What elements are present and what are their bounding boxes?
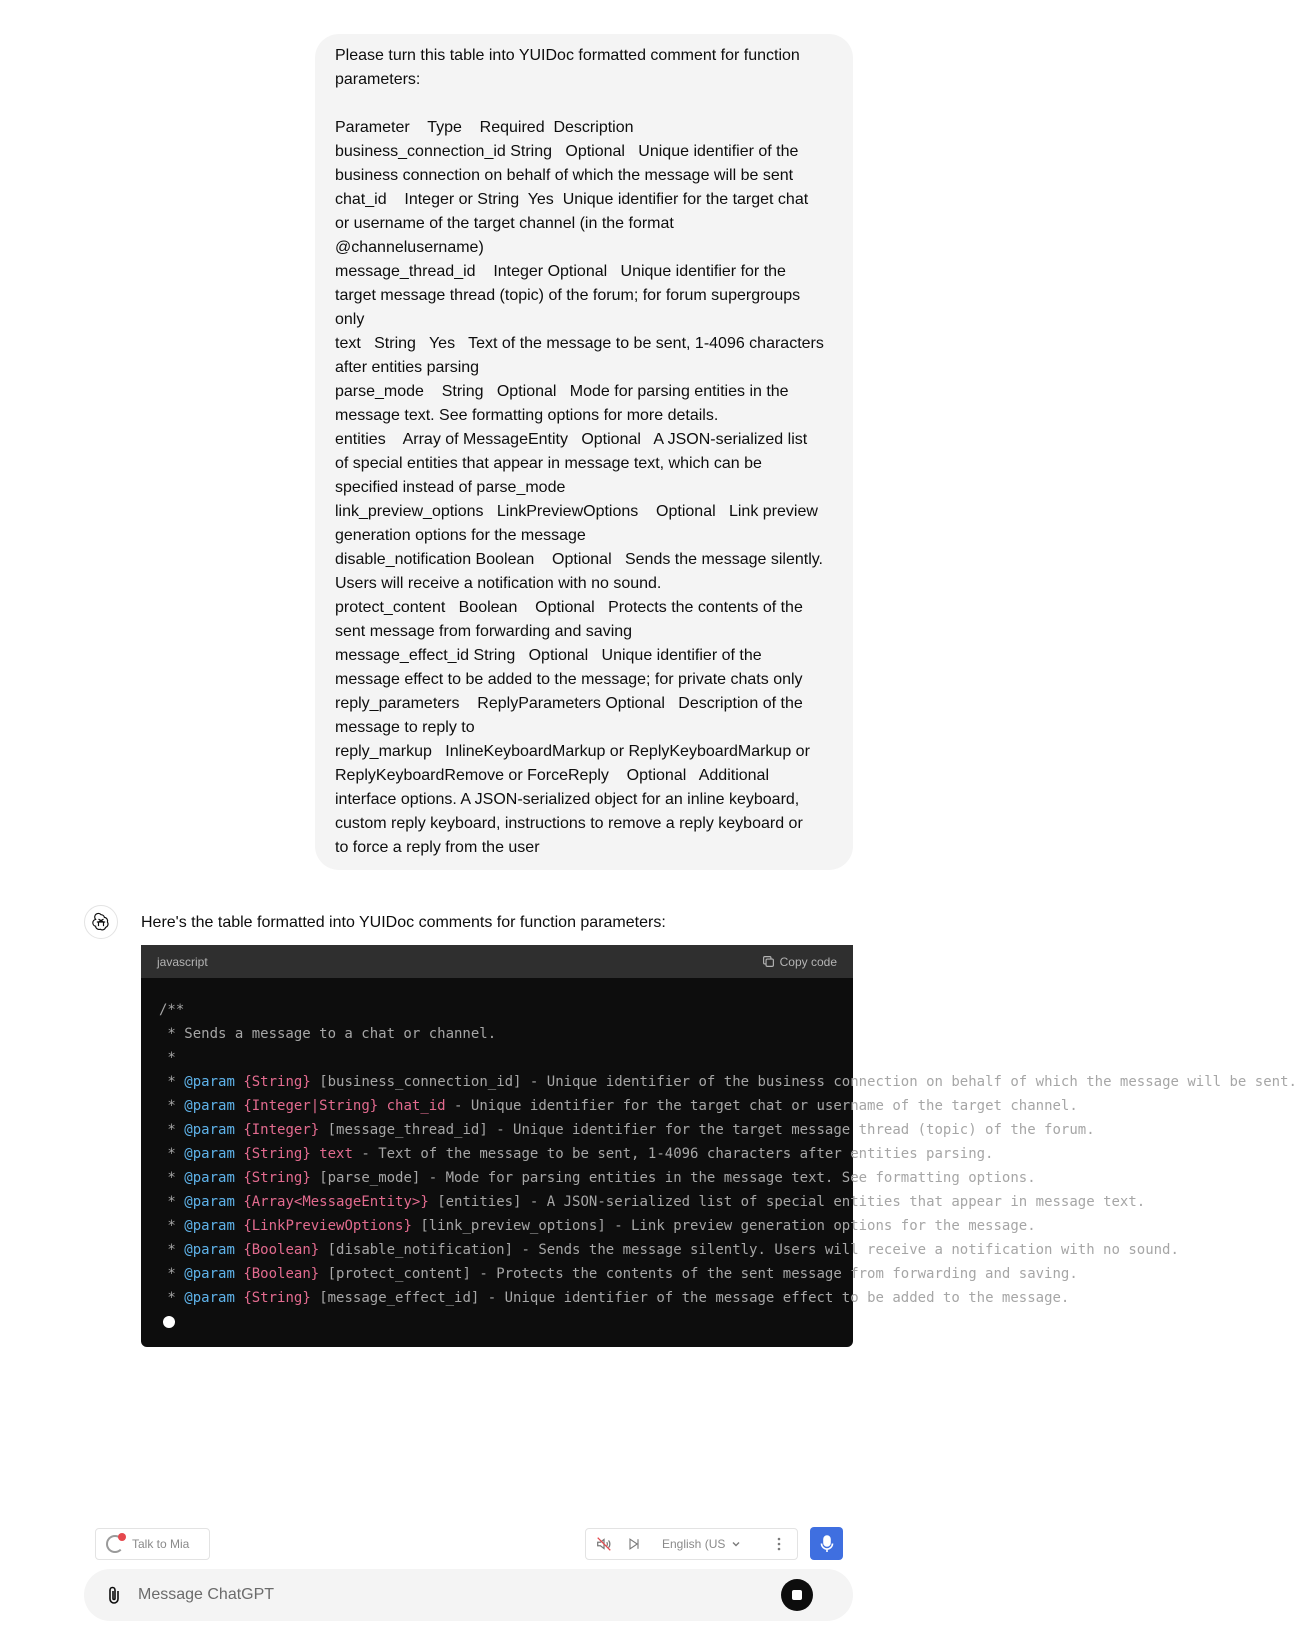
param-type: {LinkPreviewOptions} (243, 1218, 412, 1234)
user-message-line: message effect to be added to the message; for private chats only (335, 671, 803, 688)
user-message-bubble (315, 34, 853, 870)
user-message-line: disable_notification Boolean Optional Sends the message silently. (335, 551, 823, 568)
chevron-down-icon (731, 1539, 741, 1549)
param-tag: @param (184, 1074, 235, 1090)
user-message-line: @channelusername) (335, 239, 484, 256)
code-param-line: * @param {String} [parse_mode] - Mode for parsing entities in the message text. See formatting options. (159, 1170, 1036, 1186)
code-param-line: * @param {String} [business_connection_id] - Unique identifier of the business connection on behalf of which the message will be sent. (159, 1074, 1297, 1090)
user-message-line: generation options for the message (335, 527, 586, 544)
code-param-line: * @param {Array<MessageEntity>} [entities] - A JSON-serialized list of special entities that appear in message text. (159, 1194, 1146, 1210)
user-message-line: message_effect_id String Optional Unique identifier of the (335, 647, 762, 664)
user-message-line: business connection on behalf of which the message will be sent (335, 167, 794, 184)
param-name: [entities] (437, 1194, 522, 1210)
user-message-line: message text. See formatting options for more details. (335, 407, 719, 424)
param-tag: @param (184, 1242, 235, 1258)
code-param-line: * @param {LinkPreviewOptions} [link_preview_options] - Link preview generation options for the message. (159, 1218, 1036, 1234)
param-name: [message_effect_id] (319, 1290, 480, 1306)
talk-to-mia-button[interactable] (95, 1528, 210, 1560)
code-param-line: * @param {Boolean} [disable_notification] - Sends the message silently. Users will receive a notification with no sound. (159, 1242, 1179, 1258)
param-name: [message_thread_id] (327, 1122, 488, 1138)
param-name: [business_connection_id] (319, 1074, 522, 1090)
param-description: - Mode for parsing entities in the message text. See formatting options. (420, 1170, 1036, 1186)
param-type: {String} (243, 1074, 311, 1090)
code-body (141, 978, 1297, 1354)
user-message-line: Users will receive a notification with no sound. (335, 575, 662, 592)
skip-icon[interactable] (624, 1534, 644, 1554)
user-message-line: reply_parameters ReplyParameters Optional Description of the (335, 695, 803, 712)
user-message-line: Parameter Type Required Description (335, 119, 634, 136)
code-param-line: * @param {String} text - Text of the message to be sent, 1-4096 characters after entities parsing. (159, 1146, 994, 1162)
param-tag: @param (184, 1194, 235, 1210)
user-message-line: ReplyKeyboardRemove or ForceReply Optional Additional (335, 767, 769, 784)
code-block (141, 945, 1297, 1347)
user-message-line: message to reply to (335, 719, 475, 736)
user-message-line: message_thread_id Integer Optional Unique identifier for the (335, 263, 786, 280)
speaker-muted-icon[interactable] (594, 1534, 614, 1554)
user-message-line: parse_mode String Optional Mode for parsing entities in the (335, 383, 789, 400)
copy-icon (762, 955, 775, 968)
user-message-line: parameters: (335, 71, 421, 88)
param-name: [link_preview_options] (420, 1218, 606, 1234)
talk-to-mia-label: Talk to Mia (132, 1537, 190, 1551)
param-description: - Protects the contents of the sent message from forwarding and saving. (470, 1266, 1078, 1282)
voice-toolbar (585, 1528, 798, 1560)
param-tag: @param (184, 1146, 235, 1162)
param-type: {Array<MessageEntity>} (243, 1194, 429, 1210)
param-tag: @param (184, 1098, 235, 1114)
user-message-line: or username of the target channel (in the format (335, 215, 674, 232)
param-description: - Unique identifier for the target chat or username of the target channel. (445, 1098, 1078, 1114)
user-message-line: text String Yes Text of the message to be sent, 1-4096 characters (335, 335, 824, 352)
param-tag: @param (184, 1218, 235, 1234)
assistant-avatar (84, 905, 118, 939)
user-message-line: specified instead of parse_mode (335, 479, 566, 496)
code-line: * Sends a message to a chat or channel. (159, 1026, 497, 1042)
param-type: {String} (243, 1290, 311, 1306)
param-type: {Integer|String} (243, 1098, 379, 1114)
user-message-line: entities Array of MessageEntity Optional A JSON-serialized list (335, 431, 808, 448)
code-param-line: * @param {Integer|String} chat_id - Unique identifier for the target chat or username of the target channel. (159, 1098, 1078, 1114)
user-message-line: sent message from forwarding and saving (335, 623, 633, 640)
user-message-line: link_preview_options LinkPreviewOptions Optional Link preview (335, 503, 818, 520)
param-description: - Unique identifier for the target message thread (topic) of the forum. (487, 1122, 1095, 1138)
code-line: /** (159, 1002, 185, 1018)
user-message-line: protect_content Boolean Optional Protects the contents of the (335, 599, 803, 616)
param-description: - Text of the message to be sent, 1-4096 characters after entities parsing. (352, 1146, 994, 1162)
code-param-line: * @param {Integer} [message_thread_id] - Unique identifier for the target message thread (topic) of the forum. (159, 1122, 1095, 1138)
param-tag: @param (184, 1170, 235, 1186)
param-tag: @param (184, 1122, 235, 1138)
attach-file-icon[interactable] (104, 1585, 124, 1605)
streaming-cursor-line (159, 1310, 835, 1334)
param-name: [parse_mode] (319, 1170, 421, 1186)
param-description: - Unique identifier of the business connection on behalf of which the message will be sent. (521, 1074, 1297, 1090)
code-language-label: javascript (157, 954, 208, 969)
param-type: {Boolean} (243, 1242, 320, 1258)
copy-code-label: Copy code (779, 954, 837, 969)
param-tag: @param (184, 1290, 235, 1306)
param-type: {String} (243, 1170, 311, 1186)
user-message-line: only (335, 311, 365, 328)
code-param-line: * @param {String} [message_effect_id] - Unique identifier of the message effect to be added to the message. (159, 1290, 1070, 1306)
param-description: - Sends the message silently. Users will receive a notification with no sound. (513, 1242, 1179, 1258)
user-message-line: custom reply keyboard, instructions to remove a reply keyboard or (335, 815, 803, 832)
language-select[interactable] (662, 1537, 741, 1551)
code-line: * (159, 1050, 176, 1066)
user-message-line: Please turn this table into YUIDoc formatted comment for function (335, 47, 800, 64)
stop-icon (792, 1590, 802, 1600)
param-type: {Integer} (243, 1122, 320, 1138)
param-type: {Boolean} (243, 1266, 320, 1282)
user-message-line: after entities parsing (335, 359, 480, 376)
voice-status-icon (106, 1535, 124, 1553)
param-tag: @param (184, 1266, 235, 1282)
user-message-line: reply_markup InlineKeyboardMarkup or ReplyKeyboardMarkup or (335, 743, 810, 760)
code-param-line: * @param {Boolean} [protect_content] - Protects the contents of the sent message from forwarding and saving. (159, 1266, 1078, 1282)
param-name: [protect_content] (327, 1266, 471, 1282)
user-message-line: of special entities that appear in message text, which can be (335, 455, 762, 472)
user-message-line: interface options. A JSON-serialized object for an inline keyboard, (335, 791, 800, 808)
message-input[interactable] (138, 1586, 781, 1604)
param-description: - A JSON-serialized list of special entities that appear in message text. (521, 1194, 1146, 1210)
user-message-line: target message thread (topic) of the forum; for forum supergroups (335, 287, 801, 304)
param-name: [disable_notification] (327, 1242, 514, 1258)
stop-generating-button[interactable] (781, 1579, 813, 1611)
streaming-cursor-icon (163, 1316, 175, 1328)
microphone-button[interactable] (810, 1527, 843, 1560)
more-options-icon[interactable] (769, 1534, 789, 1554)
assistant-intro-text: Here's the table formatted into YUIDoc comments for function parameters: (141, 914, 666, 931)
code-header (141, 945, 853, 978)
param-description: - Link preview generation options for the message. (605, 1218, 1036, 1234)
param-name: chat_id (386, 1098, 446, 1114)
user-message-line: to force a reply from the user (335, 839, 540, 856)
language-label: English (US (662, 1537, 726, 1551)
param-description: - Unique identifier of the message effect to be added to the message. (479, 1290, 1070, 1306)
message-composer (84, 1569, 853, 1621)
user-message-line: chat_id Integer or String Yes Unique identifier for the target chat (335, 191, 809, 208)
user-message-line: business_connection_id String Optional Unique identifier of the (335, 143, 799, 160)
microphone-icon (820, 1535, 834, 1553)
param-type: {String} (243, 1146, 311, 1162)
openai-logo-icon (91, 912, 111, 932)
copy-code-button[interactable] (762, 955, 837, 969)
param-name: text (319, 1146, 353, 1162)
user-message-line (335, 92, 833, 116)
